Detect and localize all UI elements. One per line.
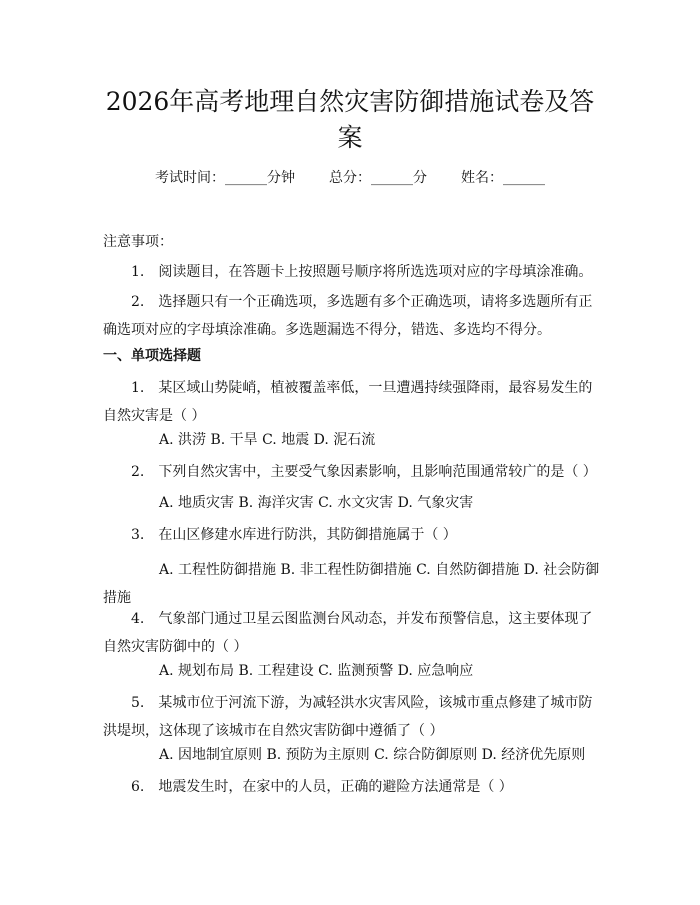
notice-item: 2. 选择题只有一个正确选项，多选题有多个正确选项，请将多选题所有正确选项对应的字母填涂准确。多选题漏选不得分，错选、多选均不得分。: [103, 294, 593, 338]
total-score-field: 总分：______分: [329, 170, 427, 186]
question-options: A. 工程性防御措施 B. 非工程性防御措施 C. 自然防御措施 D. 社会防御措施: [103, 562, 600, 606]
question-stem: 6. 地震发生时，在家中的人员，正确的避险方法通常是（ ）: [131, 779, 513, 795]
question-options: A. 地质灾害 B. 海洋灾害 C. 水文灾害 D. 气象灾害: [159, 495, 474, 511]
question-stem: 1. 某区域山势陡峭，植被覆盖率低，一旦遭遇持续强降雨，最容易发生的自然灾害是（ ）: [103, 380, 593, 424]
notice-heading: 注意事项：: [103, 234, 173, 250]
exam-meta: [0, 168, 700, 188]
page-title: 2026年高考地理自然灾害防御措施试卷及答案: [105, 87, 595, 152]
question-options: A. 因地制宜原则 B. 预防为主原则 C. 综合防御原则 D. 经济优先原则: [159, 747, 586, 763]
question-options: A. 规划布局 B. 工程建设 C. 监测预警 D. 应急响应: [159, 663, 474, 679]
section-heading: 一、单项选择题: [103, 348, 201, 364]
question-options: A. 洪涝 B. 干旱 C. 地震 D. 泥石流: [159, 432, 376, 448]
exam-time-field: 考试时间：______分钟: [155, 170, 295, 186]
question-stem: 4. 气象部门通过卫星云图监测台风动态，并发布预警信息，这主要体现了自然灾害防御中的（ ）: [103, 611, 593, 655]
question-stem: 3. 在山区修建水库进行防洪，其防御措施属于（ ）: [131, 527, 457, 543]
notice-item: 1. 阅读题目，在答题卡上按照题号顺序将所选选项对应的字母填涂准确。: [131, 264, 593, 280]
question-stem: 2. 下列自然灾害中，主要受气象因素影响，且影响范围通常较广的是（ ）: [131, 464, 597, 480]
name-field: 姓名：______: [461, 170, 545, 186]
question-stem: 5. 某城市位于河流下游，为减轻洪水灾害风险，该城市重点修建了城市防洪堤坝，这体现了该城市在自然灾害防御中遵循了（ ）: [103, 695, 593, 739]
